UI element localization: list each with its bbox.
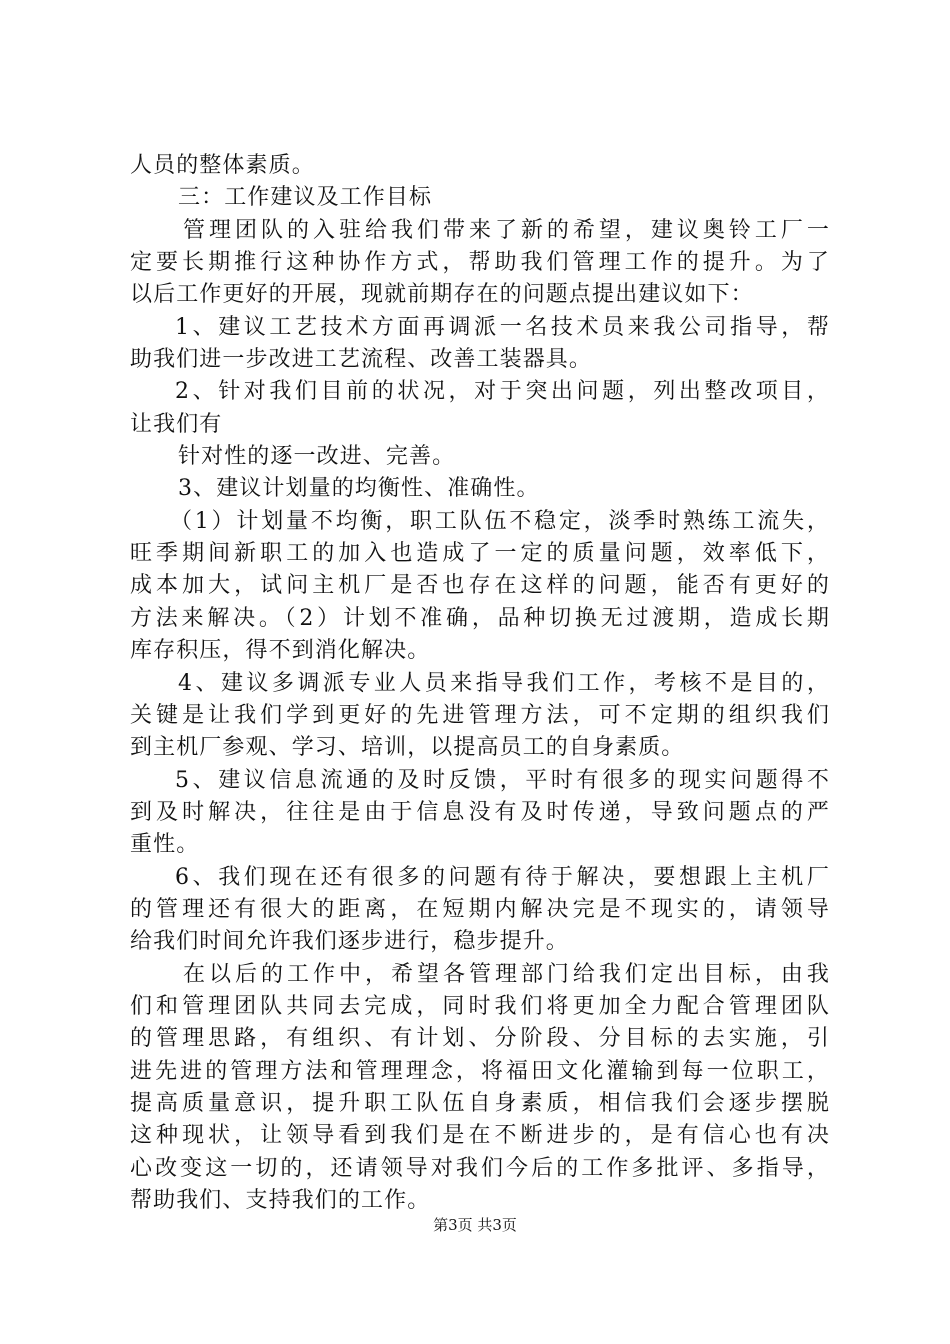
text-line: 们和管理团队共同去完成，同时我们将更加全力配合管理团队 — [130, 993, 830, 1019]
text-line: 的管理还有很大的距离，在短期内解决完是不现实的，请领导 — [130, 896, 830, 922]
text-line: 针对性的逐一改进、完善。 — [178, 444, 456, 470]
document-body — [130, 150, 830, 1217]
text-line: 到及时解决，往往是由于信息没有及时传递，导致问题点的严 — [130, 799, 830, 825]
list-item-6: 6、我们现在还有很多的问题有待于解决，要想跟上主机厂 — [175, 864, 830, 890]
list-item-1: 1、建议工艺技术方面再调派一名技术员来我公司指导，帮 — [175, 314, 830, 340]
text-line: 到主机厂参观、学习、培训，以提高员工的自身素质。 — [130, 735, 685, 761]
list-item-5: 5、建议信息流通的及时反馈，平时有很多的现实问题得不 — [175, 767, 830, 793]
sub-item-text: （1）计划量不均衡，职工队伍不稳定，淡季时熟练工流失， — [170, 508, 830, 534]
text-line: 让我们有 — [130, 411, 223, 437]
text-line: 给我们时间允许我们逐步进行，稳步提升。 — [130, 929, 569, 955]
section-heading: 三：工作建议及工作目标 — [178, 185, 433, 211]
text-line: 库存积压，得不到消化解决。 — [130, 638, 431, 664]
text-line: 人员的整体素质。 — [130, 153, 315, 178]
text-line: 成本加大，试问主机厂是否也存在这样的问题，能否有更好的 — [130, 573, 830, 599]
list-item-2: 2、针对我们目前的状况，对于突出问题，列出整改项目， — [175, 379, 830, 405]
text-line: 帮助我们、支持我们的工作。 — [130, 1188, 431, 1213]
text-line: 助我们进一步改进工艺流程、改善工装器具。 — [130, 347, 593, 373]
text-line: 关键是让我们学到更好的先进管理方法，可不定期的组织我们 — [130, 702, 830, 728]
text-line: 这种现状，让领导看到我们是在不断进步的，是有信心也有决 — [130, 1123, 830, 1149]
text-line: 提高质量意识，提升职工队伍自身素质，相信我们会逐步摆脱 — [130, 1090, 830, 1116]
text-line: 定要长期推行这种协作方式，帮助我们管理工作的提升。为了 — [130, 250, 830, 276]
list-item-4: 4、建议多调派专业人员来指导我们工作，考核不是目的， — [178, 670, 830, 696]
text-line: 管理团队的入驻给我们带来了新的希望，建议奥铃工厂一 — [183, 217, 830, 243]
text-line: 旺季期间新职工的加入也造成了一定的质量问题，效率低下， — [130, 541, 830, 567]
text-line: 重性。 — [130, 832, 200, 858]
closing-paragraph-line: 在以后的工作中，希望各管理部门给我们定出目标，由我 — [183, 961, 830, 987]
text-line: 方法来解决。（2）计划不准确，品种切换无过渡期，造成长期 — [130, 605, 830, 631]
text-line: 心改变这一切的，还请领导对我们今后的工作多批评、多指导， — [130, 1155, 830, 1181]
text-line: 的管理思路，有组织、有计划、分阶段、分目标的去实施，引 — [130, 1026, 830, 1052]
text-line: 以后工作更好的开展，现就前期存在的问题点提出建议如下： — [130, 282, 754, 308]
list-item-3: 3、建议计划量的均衡性、准确性。 — [178, 476, 540, 502]
text-line: 进先进的管理方法和管理理念，将福田文化灌输到每一位职工， — [130, 1058, 830, 1084]
page-number: 第3页 共3页 — [433, 1216, 517, 1234]
